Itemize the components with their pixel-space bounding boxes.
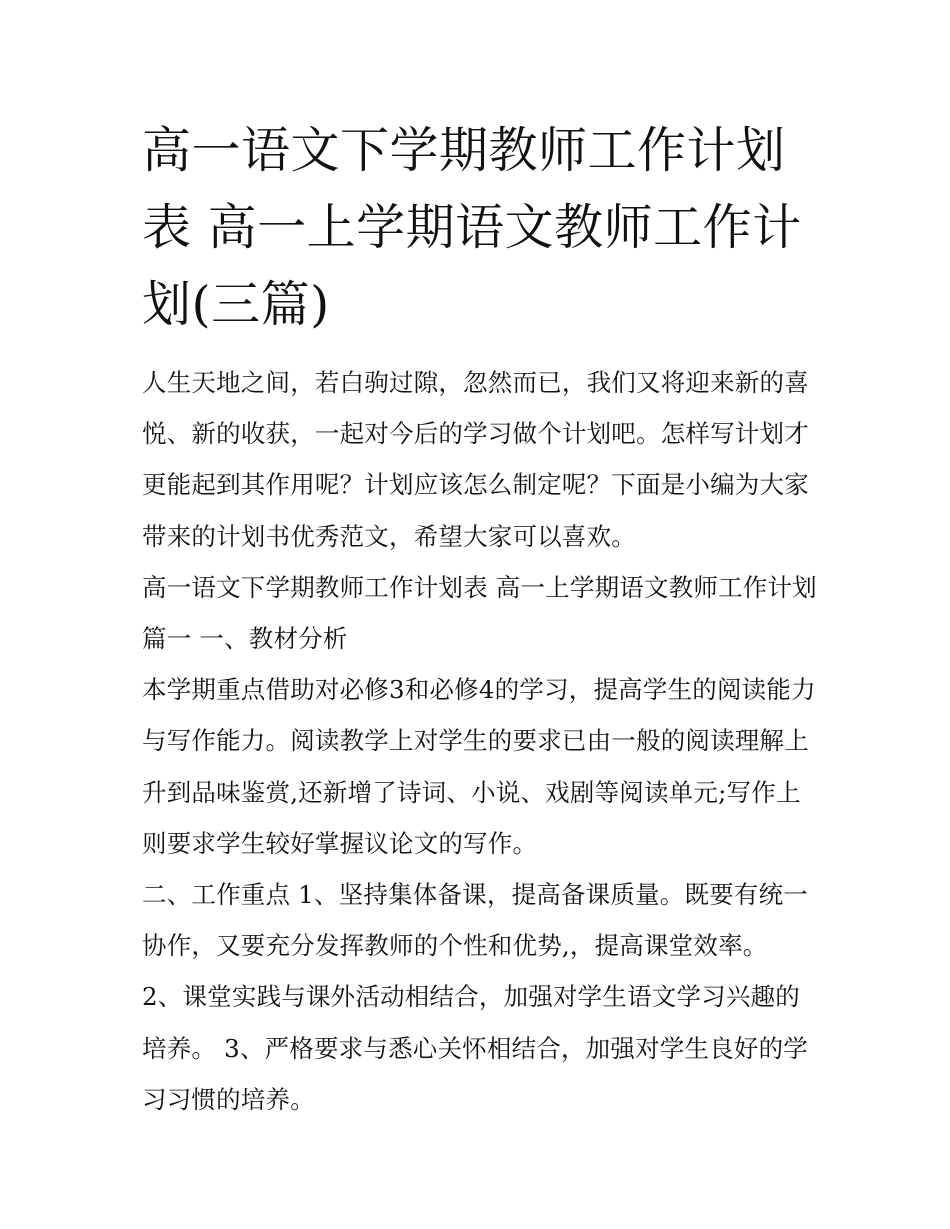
work-focus-continued-paragraph: 2、课堂实践与课外活动相结合，加强对学生语文学习兴趣的培养。 3、严格要求与悉心关怀相结合，加强对学生良好的学习习惯的培养。 <box>142 982 808 1114</box>
document-title: 高一语文下学期教师工作计划表 高一上学期语文教师工作计划(三篇) <box>142 122 802 333</box>
intro-paragraph: 人生天地之间，若白驹过隙，忽然而已，我们又将迎来新的喜悦、新的收获，一起对今后的学习做个计划吧。怎样写计划才更能起到其作用呢？计划应该怎么制定呢？下面是小编为大家带来的计划书优秀范文，希望大家可以喜欢。 <box>142 368 809 551</box>
section-heading-paragraph: 高一语文下学期教师工作计划表 高一上学期语文教师工作计划篇一 一、教材分析 <box>142 572 817 654</box>
work-focus-paragraph: 二、工作重点 1、坚持集体备课，提高备课质量。既要有统一协作，又要充分发挥教师的个性和优势,，提高课堂效率。 <box>142 880 808 961</box>
document-body <box>142 112 822 1125</box>
textbook-analysis-paragraph: 本学期重点借助对必修3和必修4的学习，提高学生的阅读能力与写作能力。阅读教学上对学生的要求已由一般的阅读理解上升到品味鉴赏,还新增了诗词、小说、戏剧等阅读单元;写作上则要求学生较好掌握议论文的写作。 <box>142 675 816 858</box>
